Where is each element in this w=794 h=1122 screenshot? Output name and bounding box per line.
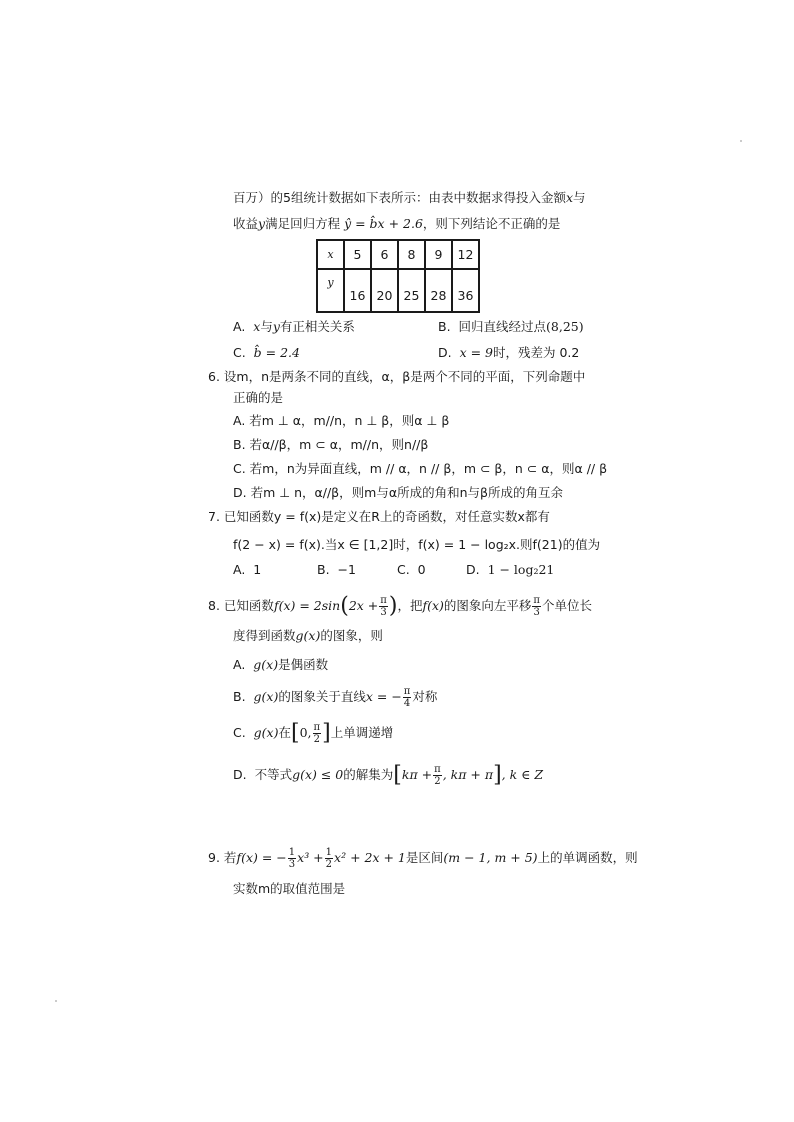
q5-option-b: B. 回归直线经过点(8,25): [438, 319, 584, 334]
table-cell: 6: [371, 240, 398, 269]
fraction-pi-over-3: $\frac{\pi}{3}$: [533, 595, 540, 618]
q8-option-a: A. g(x)是偶函数: [233, 657, 329, 672]
table-cell: 25: [398, 269, 425, 312]
q5-stem-line1: 百万）的5组统计数据如下表所示：由表中数据求得投入金额x与: [233, 190, 586, 205]
q6-stem-line2: 正确的是: [233, 390, 284, 405]
q9-stem-line2: 实数m的取值范围是: [233, 881, 346, 896]
q8-option-c: C. g(x)在[0, $\frac{\pi}{2}$ ]上单调递增: [233, 720, 394, 746]
q9-stem-line1: 9. 若f(x) = − $\frac{1}{3}$ x³ + $\frac{1}{2}$ x² + 2x + 1是区间(m − 1, m + 5)上的单调函数，则: [208, 847, 638, 870]
scan-speck: [740, 140, 742, 142]
q5-stem-line2: 收益y满足回归方程 ŷ = b̂x + 2.6，则下列结论不正确的是: [233, 216, 561, 231]
fraction-pi-over-4: $\frac{\pi}{4}$: [403, 686, 411, 709]
statistics-table: [316, 239, 480, 313]
q8-stem-line2: 度得到函数g(x)的图象，则: [233, 628, 383, 643]
q5-option-a: A. x与y有正相关关系: [233, 319, 355, 334]
fraction-one-half: $\frac{1}{2}$: [325, 847, 333, 870]
table-row-y: [317, 269, 479, 312]
q6-option-d: D. 若m ⊥ n，α//β，则m与α所成的角和n与β所成的角互余: [233, 485, 563, 500]
q6-option-b: B. 若α//β，m ⊂ α，m//n，则n//β: [233, 437, 429, 452]
q7-option-b: B. −1: [317, 562, 356, 577]
table-cell: 5: [344, 240, 371, 269]
q7-option-d: D. 1 − log₂21: [466, 562, 555, 577]
table-cell: 16: [344, 269, 371, 312]
table-header-y: y: [317, 269, 344, 312]
fraction-pi-over-3: $\frac{\pi}{3}$: [380, 595, 387, 618]
table-cell: 8: [398, 240, 425, 269]
table-cell: 12: [452, 240, 479, 269]
table-header-x: x: [317, 240, 344, 269]
q6-option-c: C. 若m，n为异面直线，m // α，n // β，m ⊂ β，n ⊂ α，则α // β: [233, 461, 608, 476]
q7-option-c: C. 0: [397, 562, 426, 577]
q7-option-a: A. 1: [233, 562, 262, 577]
fraction-pi-over-2: $\frac{\pi}{2}$: [313, 722, 321, 745]
fraction-one-third: $\frac{1}{3}$: [288, 847, 296, 870]
regression-equation: ŷ = b̂x + 2.6: [344, 216, 423, 231]
q6-stem-line1: 6. 设m，n是两条不同的直线，α，β是两个不同的平面，下列命题中: [208, 369, 586, 384]
q5-option-c: C. b̂ = 2.4: [233, 345, 300, 360]
table-cell: 20: [371, 269, 398, 312]
q5-option-d: D. x = 9时，残差为 0.2: [438, 345, 580, 360]
q6-option-a: A. 若m ⊥ α，m//n，n ⊥ β，则α ⊥ β: [233, 413, 450, 428]
table-cell: 36: [452, 269, 479, 312]
fraction-pi-over-2: $\frac{\pi}{2}$: [434, 764, 441, 787]
q8-option-d: D. 不等式g(x) ≤ 0的解集为[kπ + $\frac{\pi}{2}$ , kπ + π], k ∈ Z: [233, 762, 544, 788]
table-cell: 9: [425, 240, 452, 269]
q7-stem-line1: 7. 已知函数y = f(x)是定义在R上的奇函数，对任意实数x都有: [208, 509, 550, 524]
scan-speck: [55, 1000, 57, 1002]
q7-stem-line2: f(2 − x) = f(x).当x ∈ [1,2]时，f(x) = 1 − log₂x.则f(21)的值为: [233, 537, 601, 552]
table-row-x: [317, 240, 479, 269]
q8-stem-line1: 8. 已知函数f(x) = 2sin(2x + $\frac{\pi}{3}$ )，把f(x)的图象向左平移 $\frac{\pi}{3}$ 个单位长: [208, 593, 592, 619]
table-cell: 28: [425, 269, 452, 312]
q8-option-b: B. g(x)的图象关于直线x = − $\frac{\pi}{4}$ 对称: [233, 686, 438, 709]
